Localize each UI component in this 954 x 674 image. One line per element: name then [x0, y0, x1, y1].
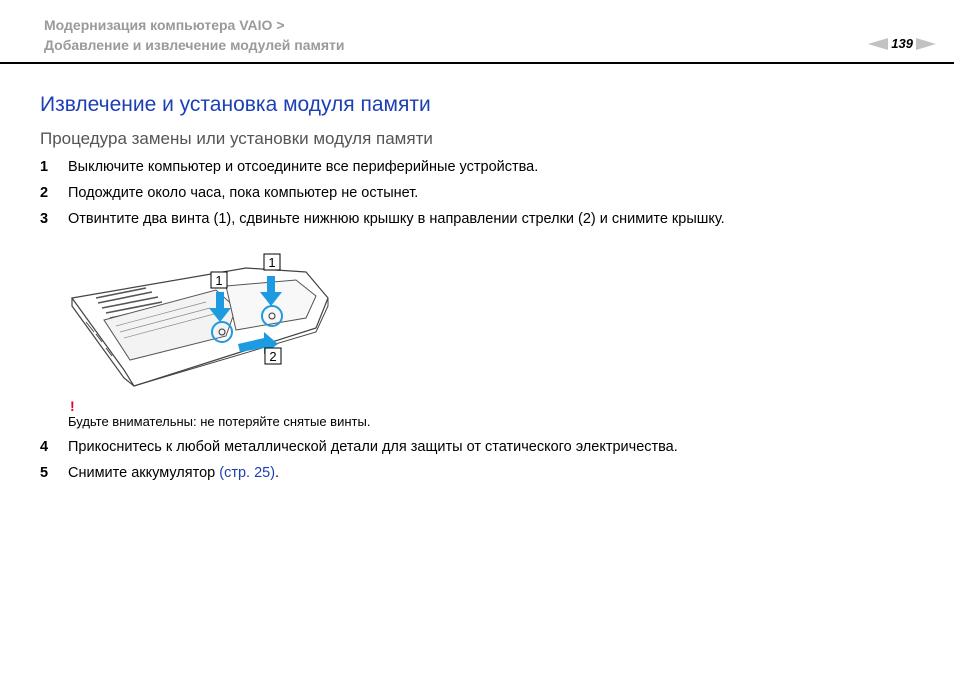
- warning-text: Будьте внимательны: не потеряйте снятые винты.: [68, 414, 371, 429]
- step-1: [40, 159, 538, 175]
- step-text: Отвинтите два винта (1), сдвиньте нижнюю крышку в направлении стрелки (2) и снимите крышку.: [68, 211, 725, 227]
- step-text: Подождите около часа, пока компьютер не остынет.: [68, 185, 419, 201]
- step-4: [40, 439, 678, 455]
- page-title: Извлечение и установка модуля памяти: [40, 93, 431, 116]
- laptop-bottom-illustration: [66, 250, 336, 390]
- callout-screw-label: 1: [215, 273, 223, 288]
- page-number: 139: [891, 36, 913, 51]
- warning-icon: !: [70, 398, 75, 414]
- step-text: [68, 465, 279, 481]
- header-divider: [0, 62, 954, 64]
- step-3: [40, 211, 725, 227]
- next-page-icon[interactable]: [916, 38, 936, 50]
- breadcrumb-line-1[interactable]: Модернизация компьютера VAIO >: [44, 17, 285, 33]
- callout-slide-label: 2: [269, 349, 277, 364]
- callout-screw-label-2: 1: [268, 255, 276, 270]
- step-number: 3: [40, 211, 49, 227]
- step-number: 2: [40, 185, 49, 201]
- section-subtitle: Процедура замены или установки модуля памяти: [40, 129, 433, 148]
- step-text-main: Снимите аккумулятор: [68, 465, 220, 481]
- step-text: Прикоснитесь к любой металлической детали для защиты от статического электричества.: [68, 439, 678, 455]
- step-text-tail: .: [275, 465, 280, 481]
- step-number: 1: [40, 159, 49, 175]
- breadcrumb-line-2[interactable]: Добавление и извлечение модулей памяти: [44, 37, 345, 53]
- step-text: Выключите компьютер и отсоедините все периферийные устройства.: [68, 159, 539, 175]
- breadcrumb: [44, 15, 345, 55]
- page-navigation: [868, 36, 936, 51]
- step-2: [40, 185, 418, 201]
- step-5: [40, 465, 279, 481]
- battery-page-link[interactable]: (стр. 25): [219, 465, 276, 481]
- step-number: 5: [40, 465, 49, 481]
- prev-page-icon[interactable]: [868, 38, 888, 50]
- step-number: 4: [40, 439, 49, 455]
